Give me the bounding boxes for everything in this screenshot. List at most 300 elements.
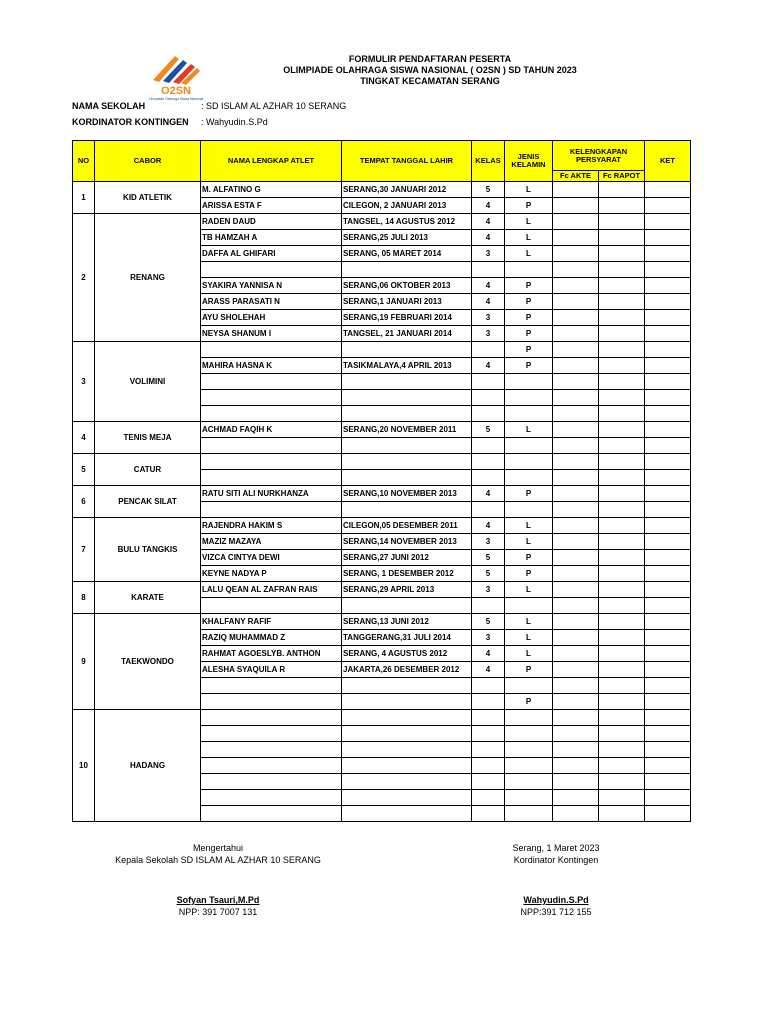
fc-rapot-cell (599, 310, 645, 326)
header-fc-akte: Fc AKTE (553, 171, 599, 182)
fc-rapot-cell (599, 342, 645, 358)
ket-cell (645, 390, 691, 406)
fc-akte-cell (553, 246, 599, 262)
ket-cell (645, 662, 691, 678)
fc-rapot-cell (599, 710, 645, 726)
birth-place-date (342, 694, 472, 710)
logo-subtext: Olimpiade Olahraga Siswa Nasional (148, 97, 204, 101)
fc-akte-cell (553, 214, 599, 230)
right-signature-block (476, 842, 636, 918)
fc-akte-cell (553, 710, 599, 726)
header-fc-rapot: Fc RAPOT (599, 171, 645, 182)
fc-rapot-cell (599, 262, 645, 278)
birth-place-date (342, 742, 472, 758)
right-sig-line-1: Serang, 1 Maret 2023 (512, 843, 600, 853)
gender-cell (505, 374, 553, 390)
athlete-name: SYAKIRA YANNISA N (201, 278, 342, 294)
athlete-name: RAZIQ MUHAMMAD Z (201, 630, 342, 646)
birth-place-date (342, 262, 472, 278)
header-line-1: FORMULIR PENDAFTARAN PESERTA (348, 54, 512, 64)
class-cell: 4 (472, 278, 505, 294)
gender-cell: L (505, 518, 553, 534)
fc-akte-cell (553, 742, 599, 758)
birth-place-date (342, 374, 472, 390)
ket-cell (645, 790, 691, 806)
fc-akte-cell (553, 774, 599, 790)
class-cell: 3 (472, 630, 505, 646)
class-cell (472, 806, 505, 822)
athlete-name (201, 774, 342, 790)
ket-cell (645, 310, 691, 326)
birth-place-date (342, 710, 472, 726)
fc-rapot-cell (599, 790, 645, 806)
ket-cell (645, 502, 691, 518)
header-line-3: TINGKAT KECAMATAN SERANG (360, 76, 500, 86)
row-number: 4 (73, 422, 95, 454)
gender-cell: L (505, 582, 553, 598)
athlete-name (201, 806, 342, 822)
birth-place-date (342, 726, 472, 742)
gender-cell: L (505, 230, 553, 246)
ket-cell (645, 438, 691, 454)
athlete-name: KHALFANY RAFIF (201, 614, 342, 630)
gender-cell (505, 742, 553, 758)
class-cell (472, 678, 505, 694)
registration-table (72, 140, 691, 822)
fc-akte-cell (553, 406, 599, 422)
gender-cell (505, 790, 553, 806)
ket-cell (645, 582, 691, 598)
fc-rapot-cell (599, 726, 645, 742)
right-sig-name: Wahyudin.S.Pd (523, 895, 589, 905)
athlete-name (201, 678, 342, 694)
gender-cell: L (505, 246, 553, 262)
athlete-name: KEYNE NADYA P (201, 566, 342, 582)
fc-akte-cell (553, 470, 599, 486)
fc-akte-cell (553, 550, 599, 566)
left-signature-block (110, 842, 326, 918)
athlete-name (201, 454, 342, 470)
ket-cell (645, 614, 691, 630)
fc-akte-cell (553, 326, 599, 342)
athlete-name (201, 438, 342, 454)
row-number: 8 (73, 582, 95, 614)
birth-place-date: SERANG,25 JULI 2013 (342, 230, 472, 246)
gender-cell: L (505, 646, 553, 662)
row-number: 7 (73, 518, 95, 582)
athlete-name: ACHMAD FAQIH K (201, 422, 342, 438)
fc-akte-cell (553, 646, 599, 662)
class-cell: 3 (472, 582, 505, 598)
fc-rapot-cell (599, 646, 645, 662)
table-row (73, 342, 691, 358)
gender-cell (505, 454, 553, 470)
form-header (200, 54, 660, 87)
birth-place-date (342, 390, 472, 406)
header-ket: KET (645, 141, 691, 182)
row-number: 5 (73, 454, 95, 486)
ket-cell (645, 406, 691, 422)
gender-cell: P (505, 198, 553, 214)
left-sig-line-1: Mengertahui (192, 843, 244, 853)
ket-cell (645, 294, 691, 310)
table-row (73, 486, 691, 502)
birth-place-date: SERANG,30 JANUARI 2012 (342, 182, 472, 198)
ket-cell (645, 646, 691, 662)
ket-cell (645, 534, 691, 550)
fc-rapot-cell (599, 566, 645, 582)
sport-name: PENCAK SILAT (95, 486, 201, 518)
ket-cell (645, 214, 691, 230)
gender-cell: P (505, 310, 553, 326)
athlete-name (201, 598, 342, 614)
fc-rapot-cell (599, 614, 645, 630)
school-value: : SD ISLAM AL AZHAR 10 SERANG (201, 101, 347, 111)
fc-akte-cell (553, 374, 599, 390)
class-cell (472, 742, 505, 758)
athlete-name: AYU SHOLEHAH (201, 310, 342, 326)
logo-text: O2SN (161, 85, 191, 97)
gender-cell (505, 390, 553, 406)
fc-akte-cell (553, 630, 599, 646)
athlete-name: M. ALFATINO G (201, 182, 342, 198)
birth-place-date (342, 406, 472, 422)
fc-rapot-cell (599, 374, 645, 390)
fc-akte-cell (553, 262, 599, 278)
gender-cell (505, 438, 553, 454)
fc-akte-cell (553, 694, 599, 710)
gender-cell (505, 598, 553, 614)
header-kelengkapan: KELENGKAPAN PERSYARAT (553, 141, 645, 171)
ket-cell (645, 486, 691, 502)
class-cell (472, 502, 505, 518)
birth-place-date: SERANG,29 APRIL 2013 (342, 582, 472, 598)
row-number: 2 (73, 214, 95, 342)
gender-cell: P (505, 278, 553, 294)
fc-akte-cell (553, 678, 599, 694)
sport-name: RENANG (95, 214, 201, 342)
class-cell: 3 (472, 326, 505, 342)
athlete-name: MAZIZ MAZAYA (201, 534, 342, 550)
class-cell (472, 598, 505, 614)
birth-place-date: TANGSEL, 14 AGUSTUS 2012 (342, 214, 472, 230)
fc-akte-cell (553, 230, 599, 246)
athlete-name (201, 374, 342, 390)
fc-akte-cell (553, 502, 599, 518)
athlete-name: RAHMAT AGOESLYB. ANTHON (201, 646, 342, 662)
athlete-name: ARASS PARASATI N (201, 294, 342, 310)
fc-akte-cell (553, 358, 599, 374)
coordinator-label: KORDINATOR KONTINGEN (72, 117, 189, 127)
fc-akte-cell (553, 438, 599, 454)
fc-akte-cell (553, 598, 599, 614)
class-cell: 5 (472, 182, 505, 198)
sport-name: HADANG (95, 710, 201, 822)
row-number: 6 (73, 486, 95, 518)
birth-place-date: JAKARTA,26 DESEMBER 2012 (342, 662, 472, 678)
athlete-name: LALU QEAN AL ZAFRAN RAIS (201, 582, 342, 598)
sport-name: TENIS MEJA (95, 422, 201, 454)
table-row (73, 422, 691, 438)
class-cell: 4 (472, 646, 505, 662)
athlete-name: RADEN DAUD (201, 214, 342, 230)
gender-cell: P (505, 326, 553, 342)
gender-cell (505, 502, 553, 518)
fc-rapot-cell (599, 678, 645, 694)
class-cell (472, 726, 505, 742)
ket-cell (645, 726, 691, 742)
fc-rapot-cell (599, 582, 645, 598)
birth-place-date: CILEGON, 2 JANUARI 2013 (342, 198, 472, 214)
ket-cell (645, 326, 691, 342)
row-number: 10 (73, 710, 95, 822)
sport-name: KARATE (95, 582, 201, 614)
birth-place-date: SERANG,14 NOVEMBER 2013 (342, 534, 472, 550)
header-nama: NAMA LENGKAP ATLET (201, 141, 342, 182)
fc-rapot-cell (599, 278, 645, 294)
table-row (73, 518, 691, 534)
table-row (73, 710, 691, 726)
birth-place-date (342, 678, 472, 694)
birth-place-date (342, 790, 472, 806)
birth-place-date (342, 438, 472, 454)
gender-cell (505, 678, 553, 694)
fc-akte-cell (553, 582, 599, 598)
header-line-2: OLIMPIADE OLAHRAGA SISWA NASIONAL ( O2SN ) SD TAHUN 2023 (283, 65, 577, 75)
athlete-name (201, 502, 342, 518)
class-cell: 4 (472, 518, 505, 534)
birth-place-date (342, 342, 472, 358)
fc-rapot-cell (599, 438, 645, 454)
fc-rapot-cell (599, 198, 645, 214)
fc-akte-cell (553, 534, 599, 550)
class-cell: 4 (472, 214, 505, 230)
class-cell (472, 374, 505, 390)
gender-cell (505, 406, 553, 422)
class-cell: 5 (472, 614, 505, 630)
fc-rapot-cell (599, 662, 645, 678)
coordinator-value: : Wahyudin.S.Pd (201, 117, 268, 127)
fc-rapot-cell (599, 630, 645, 646)
fc-rapot-cell (599, 246, 645, 262)
gender-cell: L (505, 182, 553, 198)
table-row (73, 582, 691, 598)
ket-cell (645, 262, 691, 278)
class-cell: 5 (472, 422, 505, 438)
left-sig-name: Sofyan Tsauri,M.Pd (176, 895, 260, 905)
right-sig-npp: NPP:391 712 155 (520, 907, 592, 917)
class-cell: 4 (472, 230, 505, 246)
class-cell (472, 406, 505, 422)
fc-rapot-cell (599, 774, 645, 790)
birth-place-date: SERANG,27 JUNI 2012 (342, 550, 472, 566)
ket-cell (645, 454, 691, 470)
fc-akte-cell (553, 422, 599, 438)
left-sig-npp: NPP: 391 7007 131 (178, 907, 258, 917)
birth-place-date: SERANG,19 FEBRUARI 2014 (342, 310, 472, 326)
fc-rapot-cell (599, 294, 645, 310)
class-cell (472, 454, 505, 470)
birth-place-date (342, 454, 472, 470)
birth-place-date: TANGSEL, 21 JANUARI 2014 (342, 326, 472, 342)
fc-akte-cell (553, 390, 599, 406)
birth-place-date (342, 806, 472, 822)
fc-rapot-cell (599, 326, 645, 342)
class-cell (472, 758, 505, 774)
class-cell: 4 (472, 198, 505, 214)
gender-cell: L (505, 534, 553, 550)
gender-cell: P (505, 694, 553, 710)
ket-cell (645, 630, 691, 646)
fc-rapot-cell (599, 470, 645, 486)
athlete-name (201, 726, 342, 742)
birth-place-date: CILEGON,05 DESEMBER 2011 (342, 518, 472, 534)
fc-akte-cell (553, 790, 599, 806)
fc-akte-cell (553, 182, 599, 198)
fc-rapot-cell (599, 230, 645, 246)
gender-cell: P (505, 550, 553, 566)
fc-akte-cell (553, 662, 599, 678)
fc-rapot-cell (599, 758, 645, 774)
fc-rapot-cell (599, 406, 645, 422)
class-cell (472, 774, 505, 790)
gender-cell (505, 806, 553, 822)
birth-place-date: SERANG, 1 DESEMBER 2012 (342, 566, 472, 582)
sport-name: BULU TANGKIS (95, 518, 201, 582)
ket-cell (645, 710, 691, 726)
fc-rapot-cell (599, 486, 645, 502)
ket-cell (645, 694, 691, 710)
ket-cell (645, 182, 691, 198)
ket-cell (645, 246, 691, 262)
fc-rapot-cell (599, 598, 645, 614)
class-cell (472, 390, 505, 406)
birth-place-date: SERANG,13 JUNI 2012 (342, 614, 472, 630)
fc-akte-cell (553, 454, 599, 470)
ket-cell (645, 518, 691, 534)
ket-cell (645, 198, 691, 214)
birth-place-date: SERANG,10 NOVEMBER 2013 (342, 486, 472, 502)
gender-cell (505, 470, 553, 486)
sport-name: VOLIMINI (95, 342, 201, 422)
class-cell: 4 (472, 662, 505, 678)
gender-cell (505, 758, 553, 774)
school-label: NAMA SEKOLAH (72, 101, 146, 111)
header-ttl: TEMPAT TANGGAL LAHIR (342, 141, 472, 182)
gender-cell: P (505, 294, 553, 310)
fc-rapot-cell (599, 502, 645, 518)
gender-cell (505, 710, 553, 726)
fc-rapot-cell (599, 518, 645, 534)
class-cell (472, 470, 505, 486)
ket-cell (645, 758, 691, 774)
fc-rapot-cell (599, 694, 645, 710)
fc-rapot-cell (599, 534, 645, 550)
ket-cell (645, 774, 691, 790)
birth-place-date (342, 502, 472, 518)
ket-cell (645, 230, 691, 246)
gender-cell: L (505, 614, 553, 630)
gender-cell: L (505, 630, 553, 646)
class-cell: 4 (472, 486, 505, 502)
gender-cell: L (505, 422, 553, 438)
fc-rapot-cell (599, 422, 645, 438)
ket-cell (645, 566, 691, 582)
fc-rapot-cell (599, 454, 645, 470)
fc-akte-cell (553, 486, 599, 502)
athlete-name: ARISSA ESTA F (201, 198, 342, 214)
birth-place-date (342, 774, 472, 790)
fc-akte-cell (553, 198, 599, 214)
fc-akte-cell (553, 758, 599, 774)
row-number: 9 (73, 614, 95, 710)
table-row (73, 454, 691, 470)
athlete-name: VIZCA CINTYA DEWI (201, 550, 342, 566)
o2sn-logo (145, 50, 207, 102)
ket-cell (645, 278, 691, 294)
gender-cell: P (505, 486, 553, 502)
ket-cell (645, 550, 691, 566)
class-cell (472, 694, 505, 710)
gender-cell: P (505, 358, 553, 374)
ket-cell (645, 470, 691, 486)
birth-place-date (342, 758, 472, 774)
gender-cell: L (505, 214, 553, 230)
header-jenis-kelamin: JENIS KELAMIN (505, 141, 553, 182)
ket-cell (645, 422, 691, 438)
fc-akte-cell (553, 342, 599, 358)
sport-name: CATUR (95, 454, 201, 486)
fc-rapot-cell (599, 390, 645, 406)
fc-rapot-cell (599, 742, 645, 758)
birth-place-date: SERANG, 4 AGUSTUS 2012 (342, 646, 472, 662)
birth-place-date (342, 470, 472, 486)
ket-cell (645, 806, 691, 822)
fc-rapot-cell (599, 358, 645, 374)
ket-cell (645, 342, 691, 358)
class-cell (472, 438, 505, 454)
fc-akte-cell (553, 726, 599, 742)
fc-akte-cell (553, 806, 599, 822)
fc-akte-cell (553, 566, 599, 582)
fc-akte-cell (553, 294, 599, 310)
ket-cell (645, 742, 691, 758)
left-sig-line-2: Kepala Sekolah SD ISLAM AL AZHAR 10 SERANG (115, 855, 321, 865)
ket-cell (645, 358, 691, 374)
athlete-name: ALESHA SYAQUILA R (201, 662, 342, 678)
header-no: NO (73, 141, 95, 182)
class-cell: 4 (472, 358, 505, 374)
sport-name: TAEKWONDO (95, 614, 201, 710)
birth-place-date: SERANG,1 JANUARI 2013 (342, 294, 472, 310)
registration-body (73, 182, 691, 822)
fc-rapot-cell (599, 182, 645, 198)
athlete-name (201, 790, 342, 806)
athlete-name (201, 470, 342, 486)
class-cell: 3 (472, 246, 505, 262)
fc-akte-cell (553, 614, 599, 630)
athlete-name (201, 710, 342, 726)
athlete-name (201, 262, 342, 278)
birth-place-date: TASIKMALAYA,4 APRIL 2013 (342, 358, 472, 374)
header-cabor: CABOR (95, 141, 201, 182)
ket-cell (645, 678, 691, 694)
row-number: 3 (73, 342, 95, 422)
class-cell: 5 (472, 566, 505, 582)
athlete-name (201, 758, 342, 774)
birth-place-date: TANGGERANG,31 JULI 2014 (342, 630, 472, 646)
class-cell: 3 (472, 534, 505, 550)
